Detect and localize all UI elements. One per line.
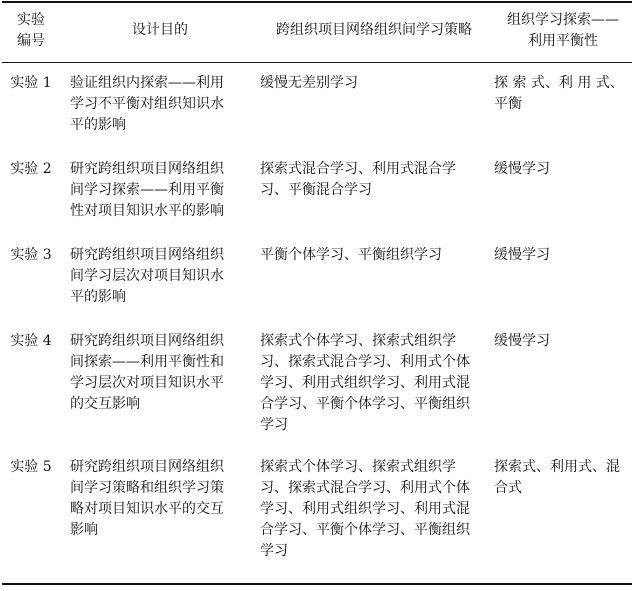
cell-line: 缓慢学习: [494, 333, 550, 349]
header-line: 利用平衡性: [528, 33, 598, 49]
header-experiment-id: [2, 10, 60, 52]
cell-line: 间学习探索——利用平衡: [70, 182, 224, 198]
cell-line: 习、平衡混合学习: [260, 182, 372, 198]
header-line: 设计目的: [132, 22, 188, 38]
cell-line: 平的影响: [70, 289, 126, 305]
header-line: 组织学习探索——: [507, 12, 619, 28]
header-rule: [2, 62, 632, 63]
cell-line: 验证组织内探索——利用: [70, 75, 224, 91]
row-strategy: [260, 159, 488, 201]
cell-line: 略对项目知识水平的交互: [70, 501, 224, 517]
header-line: 编号: [17, 33, 45, 49]
cell-line: 学习、利用式组织学习、利用式混: [260, 501, 470, 517]
row-strategy: [260, 245, 488, 266]
row-id: [2, 73, 60, 94]
cell-line: 间学习策略和组织学习策: [70, 480, 224, 496]
cell-line: 平衡个体学习、平衡组织学习: [260, 247, 442, 263]
row-strategy: [260, 73, 488, 94]
cell-line: 缓慢学习: [494, 161, 550, 177]
row-purpose: [70, 159, 250, 222]
cell-line: 学习: [260, 543, 288, 559]
cell-line: 学习层次对项目知识水平: [70, 375, 224, 391]
cell-line: 研究跨组织项目网络组织: [70, 459, 224, 475]
cell-line: 实验 2: [10, 161, 52, 177]
cell-line: 研究跨组织项目网络组织: [70, 161, 224, 177]
cell-line: 合学习、平衡个体学习、平衡组织: [260, 396, 470, 412]
header-line: 实验: [17, 12, 45, 28]
cell-line: 探索式混合学习、利用式混合学: [260, 161, 456, 177]
row-strategy: [260, 331, 488, 436]
cell-line: 间学习层次对项目知识水: [70, 268, 224, 284]
cell-line: 研究跨组织项目网络组织: [70, 247, 224, 263]
header-exploration-balance: [494, 10, 632, 52]
row-purpose: [70, 73, 250, 136]
header-design-purpose: [70, 20, 250, 41]
cell-line: 探索式个体学习、探索式组织学: [260, 333, 456, 349]
row-strategy: [260, 457, 488, 562]
header-learning-strategy: [260, 20, 488, 41]
cell-line: 探索式个体学习、探索式组织学: [260, 459, 456, 475]
cell-line: 探索式、利用式、混: [494, 459, 620, 475]
table-bottom-rule: [2, 583, 632, 585]
cell-line: 缓慢学习: [494, 247, 550, 263]
row-id: [2, 457, 60, 478]
row-balance: [494, 331, 632, 352]
table-top-rule: [2, 1, 632, 3]
cell-line: 间探索——利用平衡性和: [70, 354, 224, 370]
row-balance: [494, 457, 632, 499]
header-line: 跨组织项目网络组织间学习策略: [276, 22, 472, 38]
row-id: [2, 159, 60, 180]
cell-line: 研究跨组织项目网络组织: [70, 333, 224, 349]
cell-line: 习、探索式混合学习、利用式个体: [260, 480, 470, 496]
cell-line: 学习不平衡对组织知识水: [70, 96, 224, 112]
cell-line: 的交互影响: [70, 396, 140, 412]
row-id: [2, 245, 60, 266]
cell-line: 合学习、平衡个体学习、平衡组织: [260, 522, 470, 538]
cell-line: 影响: [70, 522, 98, 538]
cell-line: 实验 3: [10, 247, 52, 263]
cell-line: 实验 1: [10, 75, 52, 91]
cell-line: 平衡: [494, 96, 522, 112]
cell-line: 缓慢无差别学习: [260, 75, 358, 91]
cell-line: 学习、利用式组织学习、利用式混: [260, 375, 470, 391]
row-balance: [494, 159, 632, 180]
row-id: [2, 331, 60, 352]
cell-line: 合式: [494, 480, 522, 496]
cell-line: 实验 4: [10, 333, 52, 349]
cell-line: 性对项目知识水平的影响: [70, 203, 224, 219]
cell-line: 实验 5: [10, 459, 52, 475]
cell-line: 探 索 式、利 用 式、: [494, 75, 624, 91]
row-balance: [494, 73, 632, 115]
cell-line: 习、探索式混合学习、利用式个体: [260, 354, 470, 370]
row-purpose: [70, 245, 250, 308]
row-balance: [494, 245, 632, 266]
cell-line: 平的影响: [70, 117, 126, 133]
experiment-design-table: [2, 0, 632, 591]
cell-line: 学习: [260, 417, 288, 433]
row-purpose: [70, 331, 250, 415]
row-purpose: [70, 457, 250, 541]
